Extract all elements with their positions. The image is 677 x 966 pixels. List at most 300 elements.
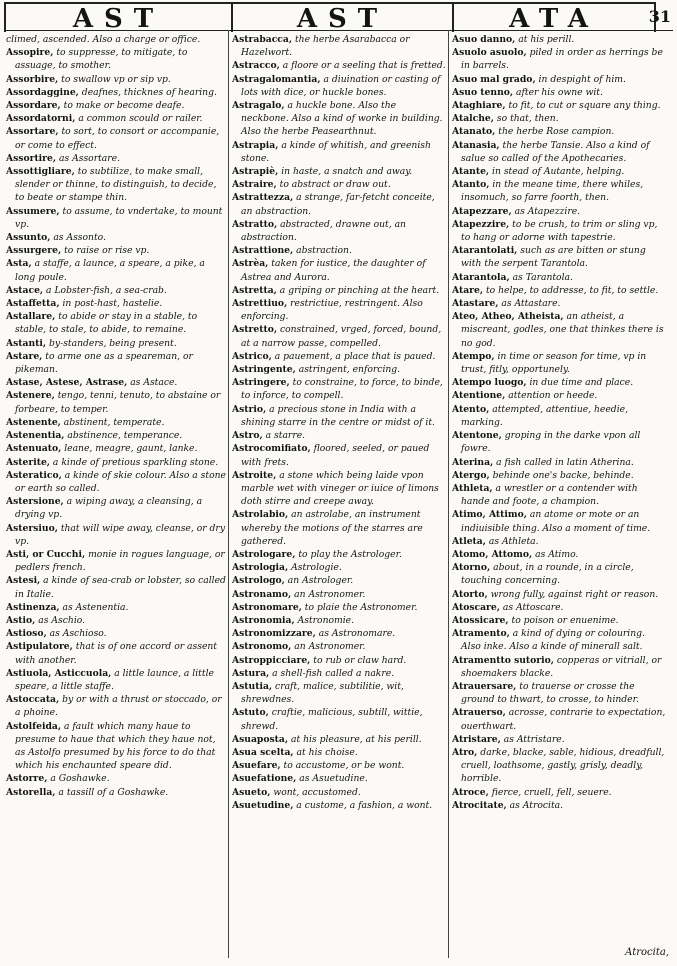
dictionary-entry: [452, 125, 666, 138]
dictionary-entry: [452, 601, 666, 614]
entry-definition: a strange, far-fetcht conceite, an abstraction.: [241, 192, 435, 217]
dictionary-entry: [232, 733, 446, 746]
dictionary-entry: [452, 99, 666, 112]
entry-definition: abstinence, temperance.: [64, 430, 183, 442]
entry-headword: Astro,: [232, 430, 263, 442]
dictionary-entry: [452, 218, 666, 244]
entry-definition: as Aschio.: [35, 614, 86, 626]
dictionary-entry: [232, 667, 446, 680]
dictionary-entry: [232, 284, 446, 297]
entry-definition: tengo, tenni, tenuto, to abstaine or forbeare, to temper.: [15, 390, 221, 415]
entry-definition: as Attoscare.: [499, 601, 564, 613]
entry-headword: Atastare,: [452, 298, 499, 310]
entry-headword: Assortare,: [6, 126, 59, 138]
dictionary-entry: [232, 640, 446, 653]
entry-headword: Atorno,: [452, 562, 491, 574]
entry-headword: Ataghiare,: [452, 100, 506, 112]
dictionary-entry: [232, 178, 446, 191]
entry-headword: Astrio,: [232, 403, 267, 415]
dictionary-entry: [232, 165, 446, 178]
entry-headword: Astrèa,: [232, 258, 269, 270]
entry-definition: that will wipe away, cleanse, or dry vp.: [15, 522, 226, 547]
entry-definition: as Assortare.: [56, 152, 121, 164]
entry-definition: in due time and place.: [526, 377, 634, 389]
dictionary-entry: [6, 416, 226, 429]
entry-definition: a Goshawke.: [47, 773, 110, 785]
entry-headword: Atristare,: [452, 733, 501, 745]
entry-definition: abstracted, drawne out, an abstraction.: [241, 218, 406, 244]
dictionary-entry: [6, 112, 226, 125]
column-divider-1: [228, 30, 229, 958]
dictionary-entry: [6, 310, 226, 336]
entry-headword: Asueto,: [232, 786, 271, 798]
entry-headword: Atoscare,: [452, 601, 500, 613]
dictionary-entry: [232, 654, 446, 667]
entry-headword: Atentione,: [452, 390, 506, 402]
dictionary-entry: [452, 654, 666, 680]
header-middle-word: AST: [231, 2, 454, 32]
entry-definition: in time or season for time, vp in trust, fitly, opportunely.: [461, 350, 647, 376]
entry-definition: to abstract or draw out.: [276, 179, 391, 191]
entry-headword: Astretto,: [232, 324, 278, 336]
entry-definition: to play the Astrologer.: [295, 548, 402, 560]
entry-definition: a fish called in latin Atherina.: [493, 456, 634, 468]
entry-definition: a shell-fish called a nakre.: [269, 667, 395, 679]
column-3: [452, 33, 666, 953]
entry-definition: Astronomie.: [294, 614, 355, 626]
dictionary-entry: [6, 548, 226, 574]
entry-headword: Assordare,: [6, 100, 61, 112]
dictionary-entry: [232, 350, 446, 363]
entry-definition: a staffe, a launce, a speare, a pike, a long poule.: [15, 258, 205, 283]
dictionary-entry: [6, 99, 226, 112]
header-left-word: AST: [4, 2, 233, 32]
dictionary-entry: [6, 376, 226, 389]
dictionary-entry: [232, 772, 446, 785]
dictionary-entry: [232, 706, 446, 732]
entry-definition: a tassill of a Goshawke.: [55, 786, 169, 798]
entry-definition: an Astronomer.: [291, 588, 366, 600]
entry-definition: in the meane time, there whiles, insomuch, so farre foorth, then.: [461, 179, 644, 204]
dictionary-entry: [452, 86, 666, 99]
entry-definition: at his pleasure, at his perill.: [288, 733, 422, 745]
entry-headword: Atempo luogo,: [452, 377, 527, 389]
entry-headword: Astronomare,: [232, 601, 302, 613]
entry-definition: abstinent, temperate.: [60, 416, 165, 428]
entry-headword: Atapezzire,: [452, 218, 510, 230]
entry-headword: Atarantolati,: [452, 245, 518, 257]
dictionary-entry: [6, 152, 226, 165]
dictionary-entry: [232, 191, 446, 217]
entry-headword: Astutia,: [232, 680, 273, 692]
dictionary-entry: [452, 429, 666, 455]
entry-definition: a custome, a fashion, a wont.: [293, 799, 433, 811]
entry-headword: Astesi,: [6, 575, 41, 587]
entry-headword: Astronomo,: [232, 641, 292, 653]
entry-headword: Astase, Astese, Astrase,: [6, 377, 128, 389]
entry-definition: monie in rogues language, or pedlers french.: [15, 548, 225, 574]
entry-headword: Astare,: [6, 350, 43, 362]
entry-headword: Assortire,: [6, 152, 57, 164]
entry-definition: climed, ascended. Also a charge or office.: [6, 34, 201, 45]
dictionary-entry: [232, 746, 446, 759]
entry-headword: Astio,: [6, 614, 36, 626]
entry-definition: a common scould or railer.: [75, 113, 203, 125]
entry-definition: attempted, attentiue, heedie, marking.: [461, 403, 628, 428]
dictionary-entry: [6, 667, 226, 693]
entry-headword: Ateo, Atheo, Atheista,: [452, 311, 564, 323]
entry-headword: Astanti,: [6, 337, 47, 349]
entry-definition: deafnes, thicknes of hearing.: [78, 86, 217, 98]
dictionary-entry: [452, 403, 666, 429]
catchword: Atrocita,: [625, 947, 669, 958]
entry-definition: in post-hast, hastelie.: [59, 298, 163, 310]
dictionary-entry: [6, 46, 226, 72]
entry-headword: Atanto,: [452, 179, 490, 191]
entry-headword: Atleta,: [452, 535, 486, 547]
entry-headword: Astersione,: [6, 496, 64, 508]
entry-headword: Atossicare,: [452, 614, 509, 626]
dictionary-entry: [232, 139, 446, 165]
dictionary-entry: [232, 574, 446, 587]
entry-definition: a wrestler or a contender with hande and foote, a champion.: [461, 482, 638, 508]
entry-definition: so that, then.: [493, 113, 559, 125]
dictionary-entry: [6, 442, 226, 455]
entry-definition: such as are bitten or stung with the serpent Tarantola.: [461, 245, 646, 270]
dictionary-entry: [6, 601, 226, 614]
entry-headword: Atergo,: [452, 469, 490, 481]
dictionary-entry: [6, 86, 226, 99]
dictionary-entry: [452, 376, 666, 389]
dictionary-entry: [452, 350, 666, 376]
entry-headword: Astrico,: [232, 350, 272, 362]
dictionary-entry: [6, 456, 226, 469]
entry-definition: leane, meagre, gaunt, lanke.: [61, 443, 198, 455]
entry-headword: Astrocomifiato,: [232, 443, 311, 455]
entry-headword: Asuolo asuolo,: [452, 47, 527, 59]
entry-headword: Atare,: [452, 284, 484, 296]
dictionary-entry: [452, 469, 666, 482]
entry-definition: that is of one accord or assent with another.: [15, 641, 217, 666]
entry-definition: to raise or rise vp.: [61, 245, 150, 257]
entry-headword: Astioso,: [6, 628, 47, 640]
entry-headword: Assorbire,: [6, 73, 59, 85]
dictionary-entry: [452, 746, 666, 786]
entry-headword: Astipulatore,: [6, 641, 73, 653]
entry-definition: a kinde of pretious sparkling stone.: [50, 456, 219, 468]
dictionary-entry: [452, 244, 666, 270]
dictionary-entry: [452, 561, 666, 587]
dictionary-entry: [6, 772, 226, 785]
dictionary-entry: [232, 323, 446, 349]
entry-definition: to poison or enuenime.: [508, 614, 619, 626]
dictionary-entry: [6, 495, 226, 521]
dictionary-entry: [452, 733, 666, 746]
dictionary-entry: [452, 112, 666, 125]
entry-headword: Astrolabio,: [232, 509, 289, 521]
dictionary-entry: [232, 244, 446, 257]
entry-headword: Atempo,: [452, 350, 495, 362]
dictionary-entry: [6, 231, 226, 244]
entry-definition: a wiping away, a cleansing, a drying vp.: [15, 496, 203, 521]
entry-definition: to subtilize, to make small, slender or thinne, to distinguish, to decide, to beate or stampe thin.: [15, 166, 217, 204]
column-divider-2: [448, 30, 449, 958]
dictionary-entry: [452, 548, 666, 561]
entry-definition: as Astronomare.: [315, 628, 396, 640]
entry-definition: taken for iustice, the daughter of Astrea and Aurora.: [241, 258, 426, 283]
dictionary-entry: [6, 720, 226, 773]
dictionary-entry: [452, 297, 666, 310]
entry-headword: Atramentto sutorio,: [452, 654, 554, 666]
dictionary-entry: [452, 508, 666, 534]
header-rule: [4, 30, 673, 31]
dictionary-entry: [452, 706, 666, 732]
entry-headword: Atento,: [452, 403, 490, 415]
entry-headword: Atroce,: [452, 786, 489, 798]
dictionary-entry: [6, 337, 226, 350]
entry-definition: floored, seeled, or paued with frets.: [241, 443, 430, 468]
entry-definition: to suppresse, to mitigate, to assuage, to smother.: [15, 47, 188, 72]
entry-definition: to sort, to consort or accompanie, or come to effect.: [15, 126, 220, 151]
entry-definition: as Tarantola.: [509, 271, 573, 283]
entry-definition: an Astronomer.: [291, 641, 366, 653]
dictionary-entry: [452, 139, 666, 165]
dictionary-entry: [452, 178, 666, 204]
entry-headword: Astringente,: [232, 364, 296, 376]
entry-definition: at his perill.: [515, 34, 575, 45]
entry-headword: Astronamo,: [232, 588, 292, 600]
entry-definition: constrained, vrged, forced, bound, at a narrow passe, compelled.: [241, 324, 442, 349]
dictionary-entry: [232, 786, 446, 799]
entry-definition: a Lobster-fish, a sea-crab.: [43, 284, 167, 296]
entry-definition: after his owne wit.: [513, 86, 603, 98]
entry-headword: Atrocitate,: [452, 799, 507, 811]
dictionary-entry: [6, 350, 226, 376]
entry-headword: Astretta,: [232, 284, 277, 296]
entry-definition: restrictiue, restringent. Also enforcing.: [241, 298, 423, 323]
dictionary-entry: [452, 799, 666, 812]
entry-headword: Assottigliare,: [6, 166, 75, 178]
entry-headword: Astiuola, Asticcuola,: [6, 667, 112, 679]
entry-headword: Astaffetta,: [6, 298, 60, 310]
dictionary-entry: [452, 310, 666, 350]
entry-headword: Assopire,: [6, 47, 54, 59]
entry-definition: in stead of Autante, helping.: [489, 166, 625, 178]
dictionary-entry: [452, 482, 666, 508]
entry-definition: at his choise.: [293, 746, 358, 758]
dictionary-entry: [6, 205, 226, 231]
dictionary-entry: [232, 99, 446, 139]
dictionary-entry: [452, 73, 666, 86]
entry-headword: Astrologo,: [232, 575, 285, 587]
dictionary-entry: [232, 257, 446, 283]
entry-definition: in despight of him.: [535, 73, 626, 85]
dictionary-entry: [232, 59, 446, 72]
dictionary-entry: [452, 33, 666, 46]
entry-definition: a huckle bone. Also the neckbone. Also a kind of worke in building. Also the herbe Peasearthnut.: [241, 100, 443, 138]
entry-definition: to be crush, to trim or sling vp, to hang or adorne with tapestrie.: [461, 218, 658, 244]
entry-definition: a diuination or casting of lots with dice, or huckle bones.: [241, 73, 441, 98]
entry-headword: Atro,: [452, 746, 478, 758]
entry-definition: as Atimo.: [532, 548, 579, 560]
entry-definition: craftie, malicious, subtill, wittie, shrewd.: [241, 707, 423, 732]
entry-headword: Astragalomantia,: [232, 73, 321, 85]
entry-definition: to abide or stay in a stable, to stable, to stale, to abide, to remaine.: [15, 311, 198, 336]
entry-headword: Astoccata,: [6, 694, 60, 706]
dictionary-entry: [232, 508, 446, 548]
entry-definition: about, in a rounde, in a circle, touching concerning.: [461, 562, 634, 587]
entry-headword: Astratto,: [232, 218, 278, 230]
entry-headword: Astuto,: [232, 707, 269, 719]
page-number: 31: [648, 7, 671, 26]
entry-definition: the herbe Rose campion.: [495, 126, 615, 138]
entry-definition: a precious stone in India with a shining starre in the centre or midst of it.: [241, 403, 435, 428]
entry-headword: Assordaggine,: [6, 86, 79, 98]
dictionary-entry: [452, 456, 666, 469]
dictionary-entry: [232, 627, 446, 640]
header-right-word: ATA: [452, 2, 656, 32]
dictionary-entry: [232, 799, 446, 812]
entry-headword: Aterina,: [452, 456, 494, 468]
entry-definition: a pauement, a place that is paued.: [271, 350, 436, 362]
dictionary-entry: [452, 205, 666, 218]
entry-definition: astringent, enforcing.: [295, 364, 401, 376]
dictionary-entry: [232, 429, 446, 442]
entry-definition: fierce, cruell, fell, seuere.: [488, 786, 612, 798]
dictionary-entry: [232, 614, 446, 627]
entry-headword: Astenente,: [6, 416, 61, 428]
entry-definition: to fit, to cut or square any thing.: [505, 100, 661, 112]
entry-definition: darke, blacke, sable, hidious, dreadfull, cruell, loathsome, gastly, grisly, deadly, horrible.: [461, 746, 665, 785]
entry-definition: to arme one as a speareman, or pikeman.: [15, 350, 193, 376]
entry-definition: as Astace.: [127, 377, 178, 389]
entry-headword: Atentone,: [452, 430, 502, 442]
entry-definition: an atome or mote or an indiuisible thing. Also a moment of time.: [461, 509, 651, 534]
entry-headword: Astenuato,: [6, 443, 62, 455]
dictionary-entry: [452, 614, 666, 627]
entry-headword: Astersiuo,: [6, 522, 58, 534]
entry-headword: Asuaposta,: [232, 733, 289, 745]
entry-definition: groping in the darke vpon all fowre.: [461, 430, 641, 455]
entry-definition: a floore or a seeling that is fretted.: [279, 60, 446, 72]
dictionary-entry: [6, 693, 226, 719]
entry-definition: by or with a thrust or stoccado, or a phoine.: [15, 694, 222, 719]
dictionary-entry: [452, 46, 666, 72]
entry-headword: Astrabacca,: [232, 34, 293, 45]
entry-headword: Atalche,: [452, 113, 494, 125]
entry-definition: an astrolabe, an instrument whereby the motions of the starres are gathered.: [241, 509, 423, 547]
entry-headword: Astorre,: [6, 773, 48, 785]
entry-definition: a kinde of sea-crab or lobster, so called in Italie.: [15, 575, 226, 600]
entry-definition: a little launce, a little speare, a little staffe.: [15, 667, 214, 692]
entry-definition: wrong fully, against right or reason.: [487, 588, 659, 600]
entry-headword: Astrapia,: [232, 139, 279, 151]
entry-definition: as Astenentia.: [59, 601, 129, 613]
entry-definition: abstraction.: [293, 245, 352, 257]
entry-headword: Astinenza,: [6, 601, 60, 613]
entry-headword: Athleta,: [452, 482, 493, 494]
entry-definition: a stone which being laide vpon marble wet with vineger or iuice of limons doth stirre and creepe away.: [241, 469, 439, 508]
dictionary-entry: [452, 284, 666, 297]
entry-definition: by-standers, being present.: [46, 337, 177, 349]
entry-definition: to rub or claw hard.: [310, 654, 407, 666]
entry-definition: an atheist, a miscreant, godles, one that thinkes there is no god.: [461, 311, 664, 349]
entry-headword: Assumere,: [6, 205, 60, 217]
entry-headword: Asta,: [6, 258, 32, 270]
dictionary-entry: [6, 640, 226, 666]
entry-definition: as Attristare.: [500, 733, 565, 745]
dictionary-entry: [232, 73, 446, 99]
entry-headword: Astronomia,: [232, 614, 295, 626]
entry-headword: Atrauerso,: [452, 707, 506, 719]
entry-headword: Astraire,: [232, 179, 277, 191]
entry-headword: Asuo tenno,: [452, 86, 514, 98]
entry-definition: to swallow vp or sip vp.: [58, 73, 171, 85]
entry-headword: Astringere,: [232, 377, 290, 389]
entry-headword: Astrologia,: [232, 562, 289, 574]
entry-headword: Assurgere,: [6, 245, 62, 257]
entry-headword: Asuefatione,: [232, 773, 297, 785]
dictionary-entry: [452, 165, 666, 178]
entry-definition: as Aschioso.: [46, 628, 107, 640]
entry-definition: to accustome, or be wont.: [280, 760, 405, 772]
entry-headword: Atante,: [452, 166, 490, 178]
dictionary-entry: [6, 429, 226, 442]
dictionary-entry: [6, 574, 226, 600]
dictionary-entry: [6, 297, 226, 310]
dictionary-entry: [6, 165, 226, 205]
entry-headword: Asti, or Cucchi,: [6, 548, 86, 560]
dictionary-entry: [232, 403, 446, 429]
entry-headword: Atarantola,: [452, 271, 510, 283]
entry-definition: to plaie the Astronomer.: [301, 601, 418, 613]
dictionary-entry: [232, 297, 446, 323]
entry-headword: Astrapiè,: [232, 166, 279, 178]
entry-headword: Astrattione,: [232, 245, 294, 257]
entry-definition: as Asuetudine.: [296, 773, 368, 785]
entry-headword: Atapezzare,: [452, 205, 512, 217]
dictionary-entry: [232, 363, 446, 376]
dictionary-entry: [232, 561, 446, 574]
entry-definition: an Astrologer.: [284, 575, 354, 587]
dictionary-entry: [232, 469, 446, 509]
entry-headword: Astrologare,: [232, 548, 296, 560]
dictionary-entry: [452, 627, 666, 653]
dictionary-entry: [452, 588, 666, 601]
dictionary-entry: [6, 522, 226, 548]
entry-headword: Astrettiuo,: [232, 298, 288, 310]
dictionary-entry: [232, 680, 446, 706]
entry-headword: Atramento,: [452, 628, 510, 640]
running-header: [4, 2, 673, 32]
dictionary-entry: [6, 469, 226, 495]
entry-headword: Astorella,: [6, 786, 56, 798]
entry-headword: Astroite,: [232, 469, 277, 481]
dictionary-entry: [452, 680, 666, 706]
entry-headword: Asuetudine,: [232, 799, 294, 811]
entry-definition: to make or become deafe.: [60, 100, 185, 112]
entry-headword: Atrauersare,: [452, 680, 517, 692]
entry-headword: Atanasia,: [452, 139, 500, 151]
dictionary-entry: [6, 73, 226, 86]
dictionary-entry: [6, 125, 226, 151]
entry-definition: a kind of dying or colouring. Also inke. Also a kinde of minerall salt.: [461, 628, 645, 653]
entry-definition: piled in order as herrings be in barrels.: [461, 47, 663, 72]
dictionary-entry: [452, 271, 666, 284]
entry-headword: Atomo, Attomo,: [452, 548, 533, 560]
entry-headword: Astracco,: [232, 60, 280, 72]
entry-definition: in haste, a snatch and away.: [278, 166, 413, 178]
